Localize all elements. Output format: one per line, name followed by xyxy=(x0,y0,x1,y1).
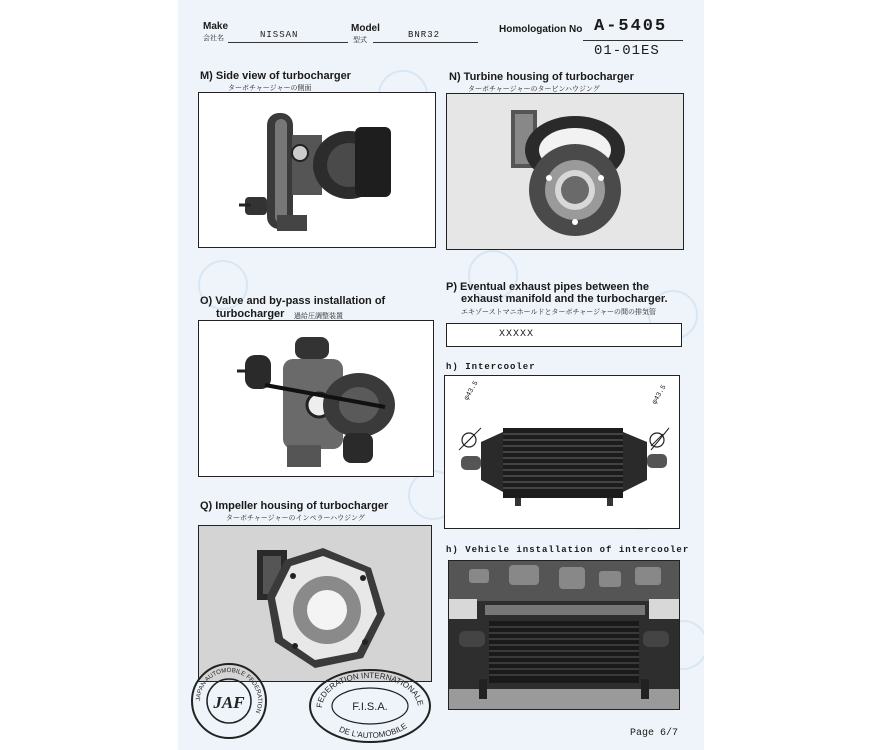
jaf-stamp-center: JAF xyxy=(213,693,245,712)
dimension-label-right: φ43.5 xyxy=(651,383,669,406)
vehicle-photo-frame xyxy=(448,560,680,710)
section-q-title: Q) Impeller housing of turbocharger xyxy=(200,500,389,512)
vehicle-installation-photo xyxy=(449,561,679,709)
section-m-jp: ターボチャージャーの側面 xyxy=(228,85,312,92)
photo-m-frame xyxy=(198,92,436,248)
valve-bypass-photo xyxy=(235,335,405,469)
make-underline xyxy=(228,42,348,43)
fisa-stamp-center: F.I.S.A. xyxy=(352,701,388,713)
turbo-side-photo xyxy=(237,105,397,237)
model-jp-label: 型式 xyxy=(353,37,367,44)
section-h1-title: h) Intercooler xyxy=(446,362,536,372)
exhaust-pipes-box xyxy=(446,323,682,347)
impeller-housing-photo xyxy=(253,534,393,674)
intercooler-frame xyxy=(444,375,680,529)
section-o-jp: 過給圧調整装置 xyxy=(294,313,343,320)
section-q-jp: ターボチャージャーのインペラーハウジング xyxy=(226,515,365,522)
section-n-jp: ターボチャージャーのタービンハウジング xyxy=(468,86,600,93)
photo-n-frame xyxy=(446,93,684,250)
exhaust-pipes-value: XXXXX xyxy=(499,329,535,340)
jaf-stamp xyxy=(190,662,268,740)
section-o-title-line2: turbocharger xyxy=(216,308,285,320)
dimension-label-left: φ43.5 xyxy=(463,379,481,402)
fisa-stamp-bottom-text: DE L'AUTOMOBILE xyxy=(337,721,409,741)
photo-q-frame xyxy=(198,525,432,682)
turbine-housing-photo xyxy=(497,102,637,242)
fisa-stamp xyxy=(308,668,432,744)
section-p-title-line2: exhaust manifold and the turbocharger. xyxy=(461,293,668,305)
model-value: BNR32 xyxy=(408,30,441,40)
make-label: Make xyxy=(203,21,229,32)
section-p-jp: エキゾーストマニホールドとターボチャージャーの間の排気管 xyxy=(461,309,657,316)
section-o-title-line1: O) Valve and by-pass installation of xyxy=(200,295,386,307)
homologation-underline xyxy=(583,40,683,41)
make-value: NISSAN xyxy=(260,30,299,40)
jaf-stamp-ring-text: JAPAN AUTOMOBILE FEDERATION xyxy=(194,666,264,715)
homologation-page xyxy=(178,0,704,750)
section-m-title: M) Side view of turbocharger xyxy=(200,70,351,82)
model-underline xyxy=(373,42,478,43)
fisa-stamp-top-text: FEDERATION INTERNATIONALE xyxy=(314,670,425,709)
photo-o-frame xyxy=(198,320,434,477)
homologation-sub-number: 01-01ES xyxy=(594,43,660,59)
section-n-title: N) Turbine housing of turbocharger xyxy=(449,71,634,83)
homologation-label: Homologation No xyxy=(499,24,583,35)
intercooler-drawing xyxy=(451,392,673,508)
section-h2-title: h) Vehicle installation of intercooler xyxy=(446,545,690,555)
make-jp-label: 会社名 xyxy=(203,35,224,42)
section-p-title-line1: P) Eventual exhaust pipes between the xyxy=(446,281,649,293)
page-number: Page 6/7 xyxy=(630,728,679,739)
homologation-number: A-5405 xyxy=(594,17,668,36)
model-label: Model xyxy=(351,23,380,34)
